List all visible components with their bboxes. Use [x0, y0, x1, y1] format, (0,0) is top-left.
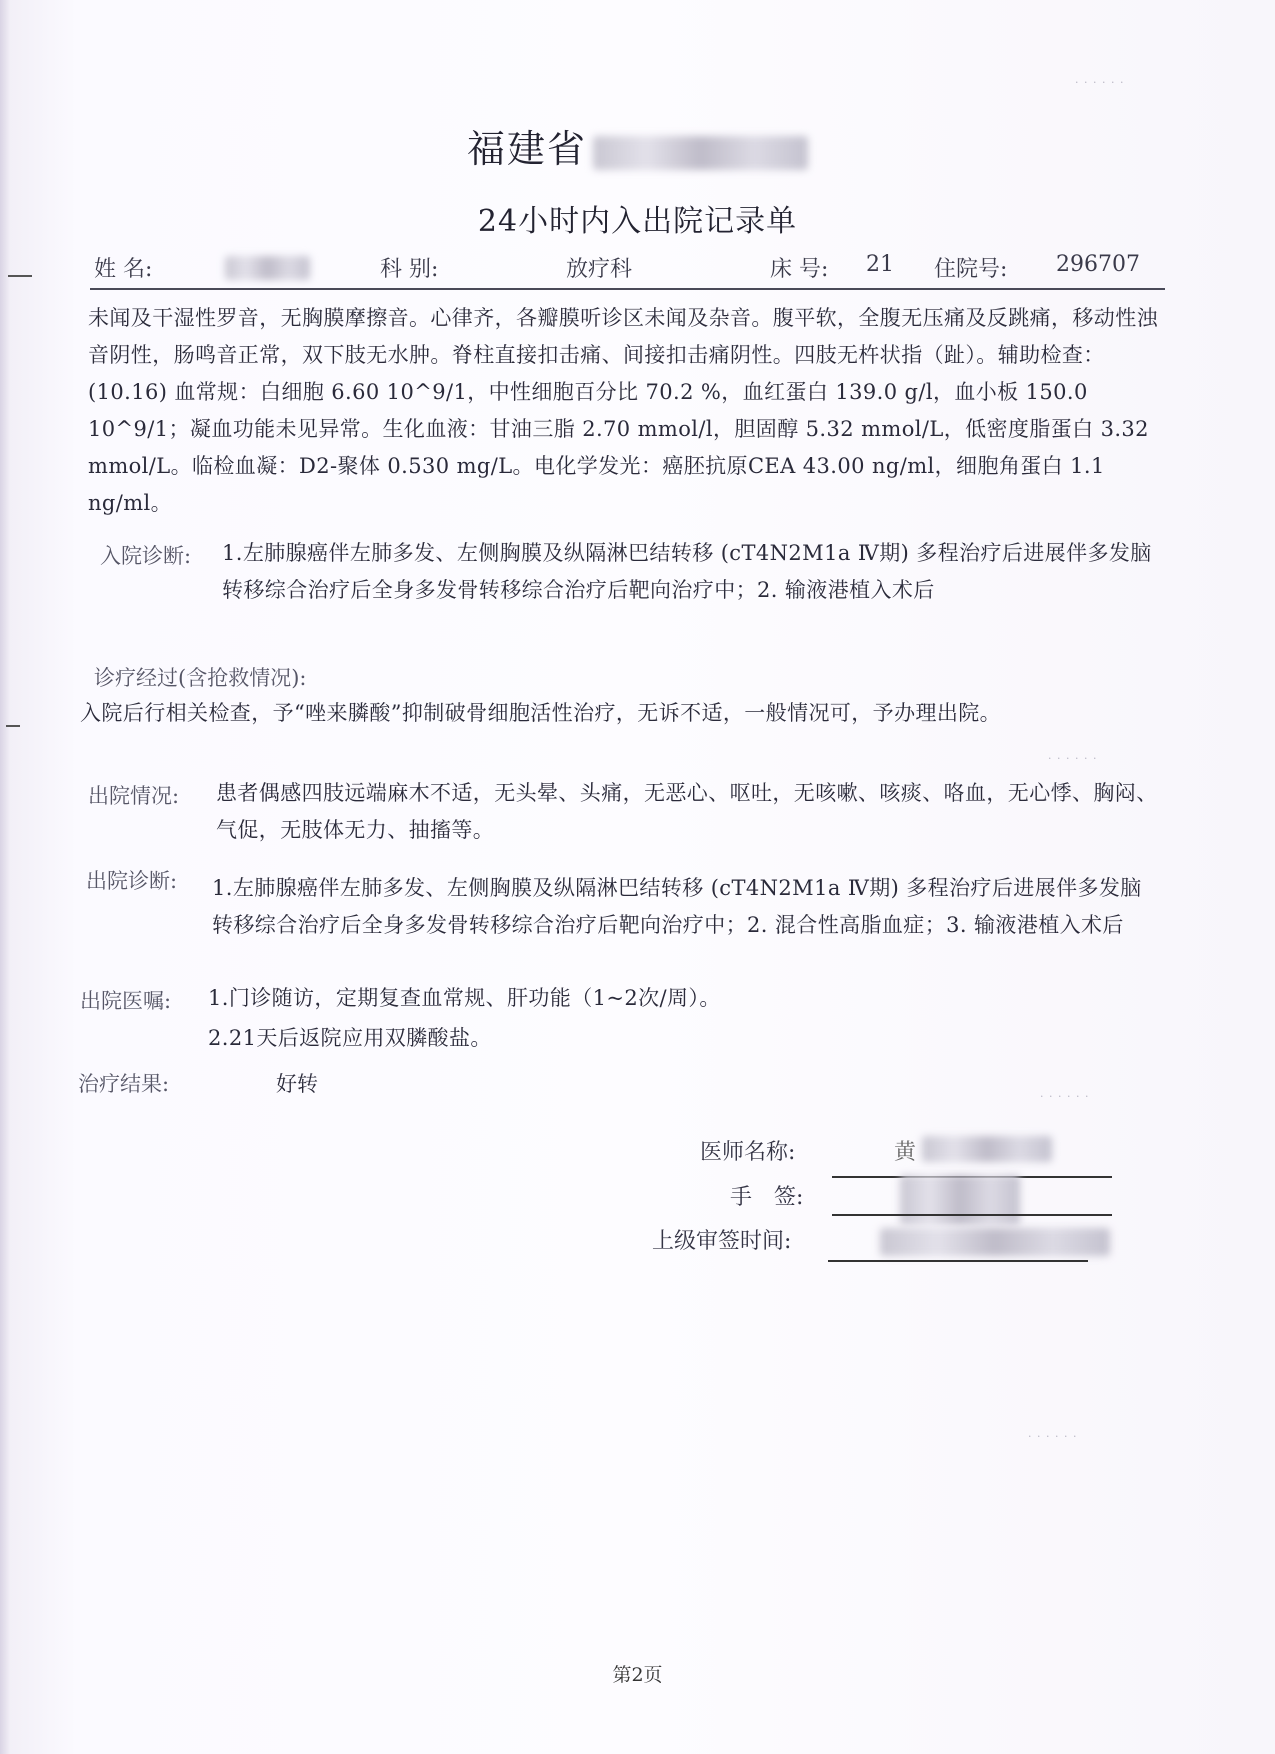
doctor-name-label: 医师名称: [700, 1140, 796, 1165]
document-title: 24小时内入出院记录单 [477, 204, 798, 239]
review-time-label: 上级审签时间: [652, 1229, 792, 1254]
hand-sign-line [832, 1214, 1112, 1216]
admission-no-label: 住院号: [934, 257, 1008, 282]
discharge-order-1: 1.门诊随访，定期复查血常规、肝功能（1~2次/周）。 [208, 986, 721, 1010]
discharge-order-2: 2.21天后返院应用双膦酸盐。 [208, 1026, 492, 1050]
discharge-orders-label: 出院医嘱: [80, 989, 172, 1013]
redacted-signature [900, 1175, 1020, 1225]
dept-label: 科 别: [380, 257, 439, 282]
hand-sign-label: 手 签: [730, 1185, 804, 1210]
hospital-title [0, 118, 1275, 173]
discharge-status-label: 出院情况: [88, 784, 180, 808]
discharge-status-text: 患者偶感四肢远端麻木不适，无头晕、头痛，无恶心、呕吐，无咳嗽、咳痰、咯血，无心悸、胸闷、气促，无肢体无力、抽搐等。 [216, 781, 1158, 842]
treatment-course-label: 诊疗经过(含抢救情况): [94, 666, 307, 690]
admission-no-value: 296707 [1056, 252, 1140, 277]
hospital-prefix: 福建省 [466, 127, 587, 171]
result-label: 治疗结果: [78, 1072, 170, 1096]
doctor-name-visible: 黄 [894, 1140, 917, 1165]
header-rule [90, 288, 1165, 290]
margin-mark-middle [6, 725, 20, 727]
scan-stamp-middle: · · · · · · [1048, 752, 1098, 765]
redacted-hospital-name [593, 136, 808, 170]
page-edge-shadow [0, 0, 10, 1754]
discharge-diagnosis-label: 出院诊断: [86, 869, 178, 893]
treatment-course-text: 入院后行相关检查，予“唑来膦酸”抑制破骨细胞活性治疗，无诉不适，一般情况可，予办理出院。 [80, 701, 1002, 725]
admission-diagnosis-label: 入院诊断: [100, 544, 192, 568]
bed-label: 床 号: [770, 257, 829, 282]
name-label: 姓 名: [94, 257, 153, 282]
result-value: 好转 [276, 1072, 318, 1096]
discharge-diagnosis-text: 1.左肺腺癌伴左肺多发、左侧胸膜及纵隔淋巴结转移 (cT4N2M1a Ⅳ期) 多程治疗后进展伴多发脑转移综合治疗后全身多发骨转移综合治疗后靶向治疗中；2. 混合性高脂血症；3. 输液港植入术后 [212, 876, 1142, 937]
page-number: 第2页 [612, 1664, 663, 1686]
redacted-review-time [880, 1228, 1110, 1256]
redacted-patient-name [225, 256, 310, 280]
review-time-line [828, 1260, 1088, 1262]
bed-value: 21 [866, 252, 894, 277]
scan-stamp-top: · · · · · · [1075, 76, 1125, 89]
admission-diagnosis-text: 1.左肺腺癌伴左肺多发、左侧胸膜及纵隔淋巴结转移 (cT4N2M1a Ⅳ期) 多程治疗后进展伴多发脑转移综合治疗后全身多发骨转移综合治疗后靶向治疗中；2. 输液港植入术后 [222, 541, 1152, 602]
exam-text: 未闻及干湿性罗音，无胸膜摩擦音。心律齐，各瓣膜听诊区未闻及杂音。腹平软，全腹无压痛及反跳痛，移动性浊音阴性，肠鸣音正常，双下肢无水肿。脊柱直接扣击痛、间接扣击痛阴性。四肢无杵状指（趾）。辅助检查：(10.16) 血常规：白细胞 6.60 10^9/1，中性细胞百分比 70.2 %，血红蛋白 139.0 g/l，血小板 150.0 10^9/1；凝血功能未见异常。生化血液：甘油三脂 2.70 mmol/l，胆固醇 5.32 mmol/L，低密度脂蛋白 3.32 mmol/L。临检血凝：D2-聚体 0.530 mg/L。电化学发光：癌胚抗原CEA 43.00 ng/ml，细胞角蛋白 1.1 ng/ml。 [88, 306, 1158, 515]
margin-mark-top [8, 275, 32, 277]
scan-stamp-lower: · · · · · · [1040, 1090, 1090, 1103]
dept-value: 放疗科 [566, 257, 633, 282]
scan-stamp-bottom: · · · · · · [1028, 1430, 1078, 1443]
redacted-doctor-name [922, 1136, 1052, 1162]
